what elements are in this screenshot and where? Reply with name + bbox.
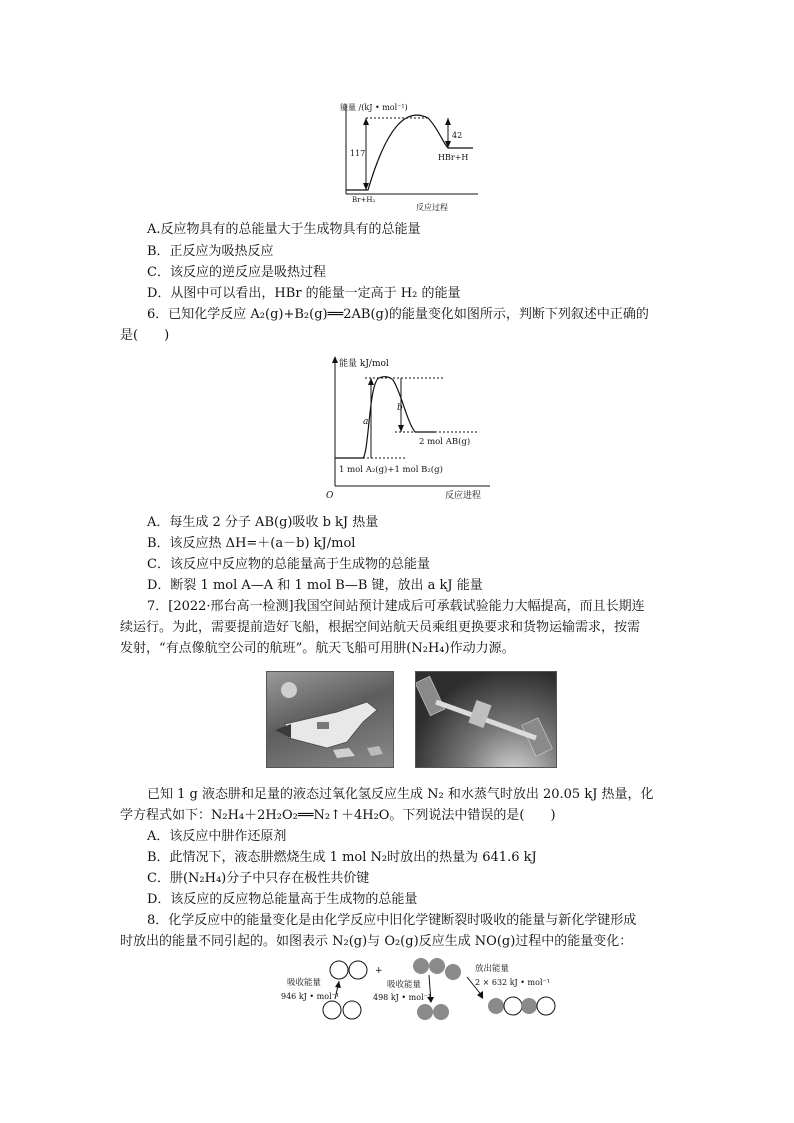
y-axis-arrow bbox=[332, 356, 338, 363]
o-atom-top-left bbox=[413, 958, 429, 974]
solar-panel-left bbox=[416, 676, 445, 715]
space-shuttle-illustration bbox=[267, 672, 393, 767]
release-label: 放出能量 bbox=[475, 964, 510, 974]
space-station-illustration bbox=[416, 672, 556, 767]
fig2-origin: O bbox=[326, 491, 334, 501]
absorb-value-2: 498 kJ • mol⁻¹ bbox=[373, 993, 432, 1002]
absorb-label-2: 吸收能量 bbox=[387, 980, 422, 990]
no-n-atom-2 bbox=[537, 997, 555, 1015]
fig2-label-b: b bbox=[397, 403, 403, 413]
fig1-label-117: 117 bbox=[350, 149, 366, 158]
q5-option-b: B．正反应为吸热反应 bbox=[147, 244, 274, 259]
fig1-xlabel: 反应过程 bbox=[416, 203, 448, 212]
bond-energy-diagram-svg bbox=[275, 957, 560, 1023]
release-value: 2 × 632 kJ • mol⁻¹ bbox=[475, 978, 550, 987]
fig2-products: 2 mol AB(g) bbox=[419, 437, 471, 447]
q7-option-c: C．肼(N₂H₄)分子中只存在极性共价键 bbox=[147, 871, 370, 886]
q7-option-a: A．该反应中肼作还原剂 bbox=[147, 829, 287, 844]
plus-sign: + bbox=[375, 966, 383, 976]
arrow-42-head-up bbox=[445, 118, 451, 125]
o-atom-bottom-left bbox=[417, 1004, 433, 1020]
o-atom-left bbox=[445, 964, 461, 980]
energy-diagram-1 bbox=[338, 98, 488, 216]
fig2-reactants: 1 mol A₂(g)+1 mol B₂(g) bbox=[339, 465, 443, 475]
n-atom-top-left bbox=[330, 961, 348, 979]
q5-option-c: C．该反应的逆反应是吸热过程 bbox=[147, 265, 326, 280]
q5-option-a: A.反应物具有的总能量大于生成物具有的总能量 bbox=[147, 222, 421, 237]
planet-icon bbox=[281, 682, 297, 698]
station-core bbox=[468, 700, 491, 728]
no-o-atom-2 bbox=[521, 998, 537, 1014]
no-o-atom-1 bbox=[488, 998, 504, 1014]
fig2-label-a: a bbox=[363, 417, 369, 427]
small-craft-2 bbox=[367, 746, 383, 756]
small-craft bbox=[333, 748, 355, 758]
q8-stem-line-2: 时放出的能量不同引起的。如图表示 N₂(g)与 O₂(g)反应生成 NO(g)过程中的能量变化： bbox=[120, 934, 633, 949]
energy-diagram-1-svg bbox=[338, 98, 488, 216]
shuttle-flag bbox=[317, 722, 329, 729]
no-n-atom-1 bbox=[504, 997, 522, 1015]
arrow-a-head bbox=[368, 378, 374, 385]
q7-body-line-1: 已知 1 g 液态肼和足量的液态过氧化氢反应生成 N₂ 和水蒸气时放出 20.05 kJ 热量，化 bbox=[147, 787, 654, 802]
fig1-products: HBr+H bbox=[438, 153, 469, 162]
q7-stem-line-1: 7．[2022·邢台高一检测]我国空间站预计建成后可承载试验能力大幅提高，而且长期连 bbox=[147, 599, 645, 614]
n-atom-bottom-left bbox=[323, 1001, 341, 1019]
bond-energy-diagram bbox=[275, 957, 560, 1023]
o-atom-top-right bbox=[429, 958, 445, 974]
arrow-b-head bbox=[398, 425, 404, 432]
q7-stem-line-2: 续运行。为此，需要提前造好飞船，根据空间站航天员乘组更换要求和货物运输需求，按需 bbox=[120, 620, 641, 635]
energy-diagram-2-svg bbox=[325, 352, 495, 502]
q7-stem-line-3: 发射，“有点像航空公司的航班”。航天飞船可用肼(N₂H₄)作动力源。 bbox=[120, 641, 515, 656]
fig1-reactants: Br+H₂ bbox=[352, 196, 376, 204]
fig1-label-42: 42 bbox=[452, 131, 463, 140]
n-atom-top-right bbox=[349, 961, 367, 979]
q6-option-d: D．断裂 1 mol A—A 和 1 mol B—B 键，放出 a kJ 能量 bbox=[147, 578, 483, 593]
q6-stem-line-1: 6．已知化学反应 A₂(g)+B₂(g)══2AB(g)的能量变化如图所示，判断下列叙述中正确的 bbox=[147, 307, 649, 322]
shuttle-nose bbox=[275, 724, 291, 738]
shuttle-body bbox=[285, 702, 377, 748]
fig2-ylabel: 能量 kJ/mol bbox=[339, 359, 389, 369]
o-atom-bottom-right bbox=[433, 1004, 449, 1020]
release-arrow-head bbox=[477, 991, 483, 999]
n2-arrow-head bbox=[335, 981, 341, 988]
q6-option-a: A．每生成 2 分子 AB(g)吸收 b kJ 热量 bbox=[147, 515, 379, 530]
absorb-label-1: 吸收能量 bbox=[287, 978, 322, 988]
space-station-photo bbox=[415, 671, 557, 768]
energy-diagram-2 bbox=[325, 352, 495, 502]
q6-stem-line-2: 是( ) bbox=[120, 328, 170, 343]
q7-option-d: D．该反应的反应物总能量高于生成物的总能量 bbox=[147, 892, 418, 907]
q5-option-d: D．从图中可以看出，HBr 的能量一定高于 H₂ 的能量 bbox=[147, 286, 461, 301]
absorb-value-1: 946 kJ • mol⁻¹ bbox=[281, 992, 340, 1001]
space-shuttle-photo bbox=[266, 671, 394, 768]
fig2-xlabel: 反应进程 bbox=[445, 491, 482, 501]
arrow-117-head-up bbox=[363, 118, 369, 125]
q6-option-c: C．该反应中反应物的总能量高于生成物的总能量 bbox=[147, 557, 430, 572]
q7-body-line-2: 学方程式如下：N₂H₄＋2H₂O₂══N₂↑＋4H₂O。下列说法中错误的是( ) bbox=[120, 808, 556, 823]
fig1-ylabel: 能量 /(kJ • mol⁻¹) bbox=[340, 103, 408, 112]
q7-option-b: B．此情况下，液态肼燃烧生成 1 mol N₂时放出的热量为 641.6 kJ bbox=[147, 850, 537, 865]
n-atom-bottom-right bbox=[343, 1001, 361, 1019]
q6-option-b: B．该反应热 ΔH=＋(a－b) kJ/mol bbox=[147, 536, 356, 551]
q8-stem-line-1: 8．化学反应中的能量变化是由化学反应中旧化学键断裂时吸收的能量与新化学键形成 bbox=[147, 913, 637, 928]
